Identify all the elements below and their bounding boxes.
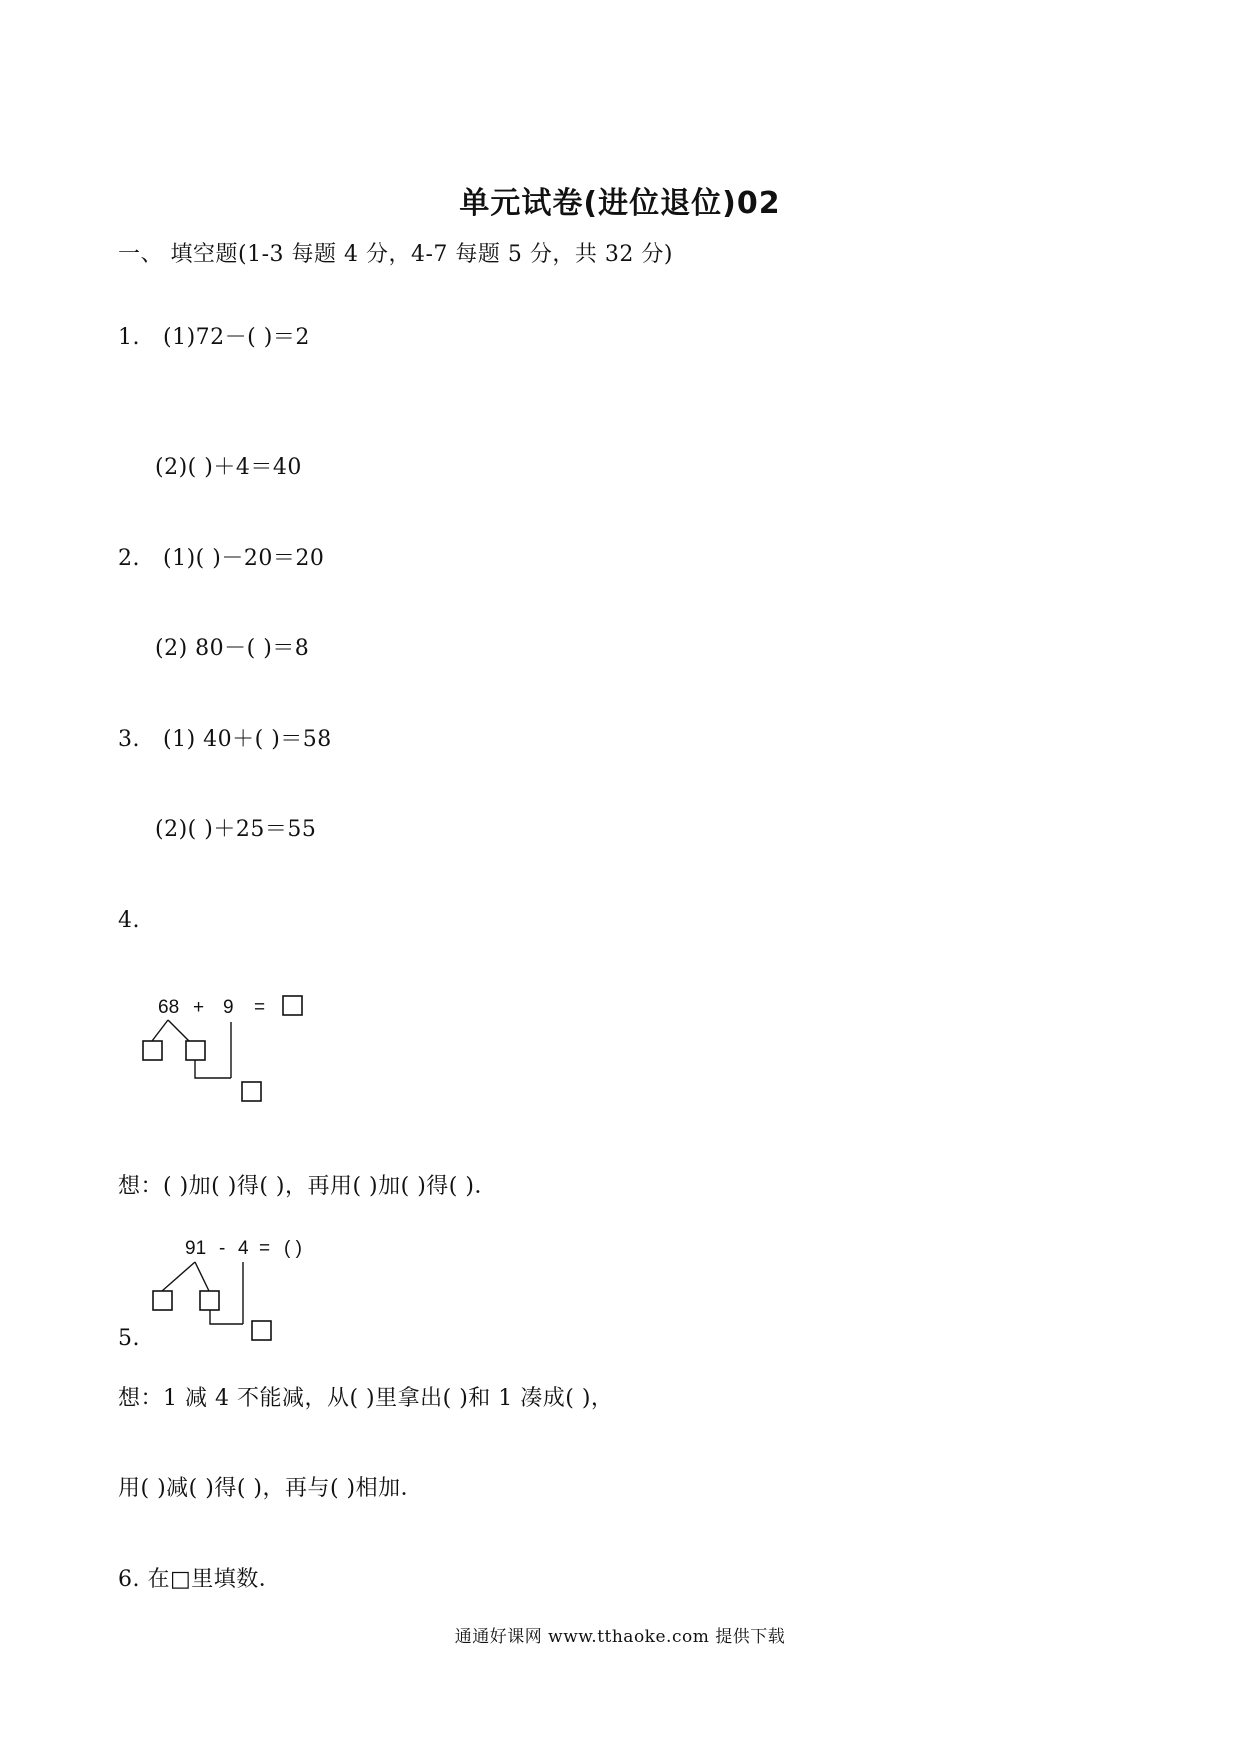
q5-operator: - [219,1238,226,1259]
section-heading: 一、 填空题(1-3 每题 4 分，4-7 每题 5 分，共 32 分) [118,242,673,267]
q5-tens-box[interactable] [153,1291,172,1310]
q5-decomposition-diagram [145,1232,405,1352]
q5-difference-box[interactable] [252,1321,271,1340]
q4-think: 想：( )加( )得( )，再用( )加( )得( )． [118,1174,497,1199]
q2-number: 2. [118,546,140,571]
q5-join-line-left [210,1310,243,1324]
q5-think-line1: 想：1 减 4 不能减，从( )里拿出( )和 1 凑成( )， [118,1386,614,1411]
q4-ones-box[interactable] [186,1041,205,1060]
q5-split-line-right [195,1262,209,1291]
q3-part2: (2)( )＋25＝55 [155,817,317,842]
q5-think-line2: 用( )减( )得( )，再与( )相加． [118,1476,424,1501]
q2-part1: (1)( )－20＝20 [163,546,325,571]
q4-number: 4. [118,908,140,933]
q5-left-number: 91 [185,1238,207,1259]
q4-equals: = [254,997,266,1018]
q1-part2: (2)( )＋4＝40 [155,455,302,480]
q5-equals: = [259,1238,271,1259]
q1-part1: (1)72－( )＝2 [163,325,310,350]
q5-split-line-left [162,1262,195,1291]
q2-part2: (2) 80－( )＝8 [155,636,310,661]
q4-left-number: 68 [158,997,180,1018]
q4-decomposition-diagram [130,990,330,1110]
q3-number: 3. [118,727,140,752]
q4-join-line-left [195,1060,231,1078]
page-footer: 通通好课网 www.tthaoke.com 提供下载 [454,1627,786,1647]
q6-text: 6. 在□里填数． [118,1567,282,1592]
q4-split-line-right [168,1020,189,1041]
q4-tens-box[interactable] [143,1041,162,1060]
q4-right-number: 9 [223,997,234,1018]
q5-ones-box[interactable] [200,1291,219,1310]
q4-operator: + [193,997,205,1018]
q5-right-number: 4 [238,1238,249,1259]
q3-part1: (1) 40＋( )＝58 [163,727,332,752]
page-title: 单元试卷(进位退位)02 [459,186,781,221]
q1-number: 1. [118,325,140,350]
q4-split-line-left [152,1020,168,1041]
q4-result-box[interactable] [283,996,302,1015]
q5-number: 5. [118,1326,140,1351]
q4-sum-box[interactable] [242,1082,261,1101]
q5-result[interactable]: ( ) [284,1238,302,1259]
